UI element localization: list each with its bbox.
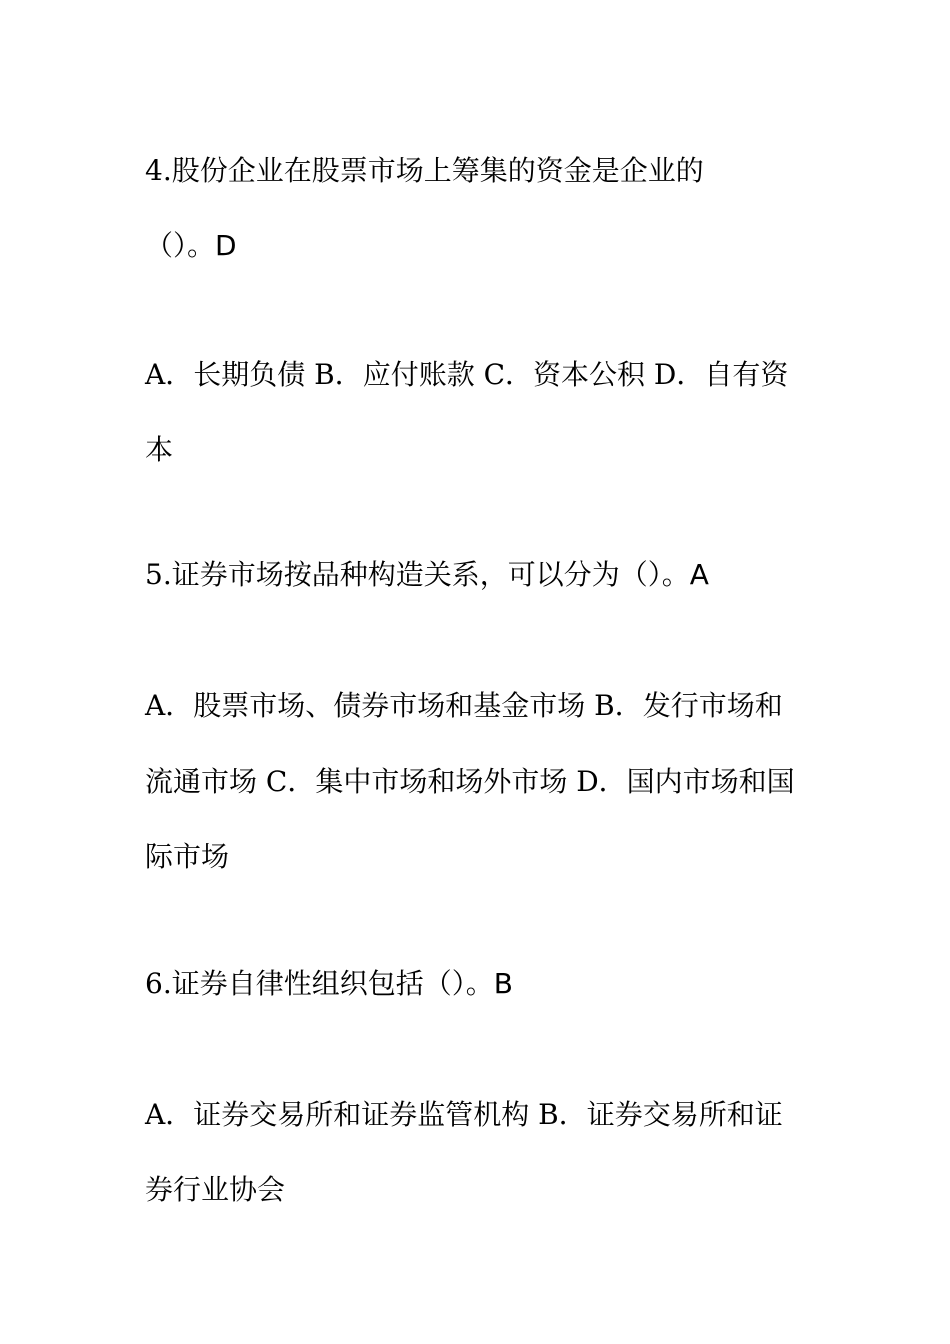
question-5-options-line-2 [145, 764, 795, 800]
question-5-options-text: 际市场 [145, 840, 230, 873]
question-6-options-text: A．证券交易所和证券监管机构 B．证券交易所和证 [145, 1098, 783, 1131]
question-6-options-line-2 [145, 1172, 285, 1208]
question-4-stem-line-2 [145, 228, 237, 264]
question-6-stem-line-1 [145, 966, 513, 1002]
question-6-options-text: 券行业协会 [145, 1173, 286, 1206]
question-6-options-line-1 [145, 1097, 783, 1133]
question-4-stem-line-1 [145, 153, 704, 189]
question-4-options-text: 本 [145, 433, 174, 466]
question-5-options-line-1 [145, 688, 783, 724]
question-5-stem-line-1 [145, 557, 709, 593]
question-5-options-text: A．股票市场、债券市场和基金市场 B．发行市场和 [145, 689, 783, 722]
question-4-blank: （）。 [145, 229, 216, 262]
question-6-answer: B [493, 967, 513, 1000]
question-5-answer: A [689, 558, 709, 591]
question-5-text: 5.证券市场按品种构造关系，可以分为（）。 [145, 558, 690, 591]
question-4-options-line-2 [145, 432, 173, 468]
question-5-options-line-3 [145, 839, 229, 875]
question-5-options-text: 流通市场 C．集中市场和场外市场 D．国内市场和国 [145, 765, 795, 798]
question-4-options-line-1 [145, 357, 788, 393]
question-4-text: 4.股份企业在股票市场上筹集的资金是企业的 [145, 154, 704, 187]
question-4-options-text: A．长期负债 B．应付账款 C．资本公积 D．自有资 [145, 358, 789, 391]
question-4-answer: D [215, 229, 237, 262]
question-6-text: 6.证券自律性组织包括（）。 [145, 967, 494, 1000]
